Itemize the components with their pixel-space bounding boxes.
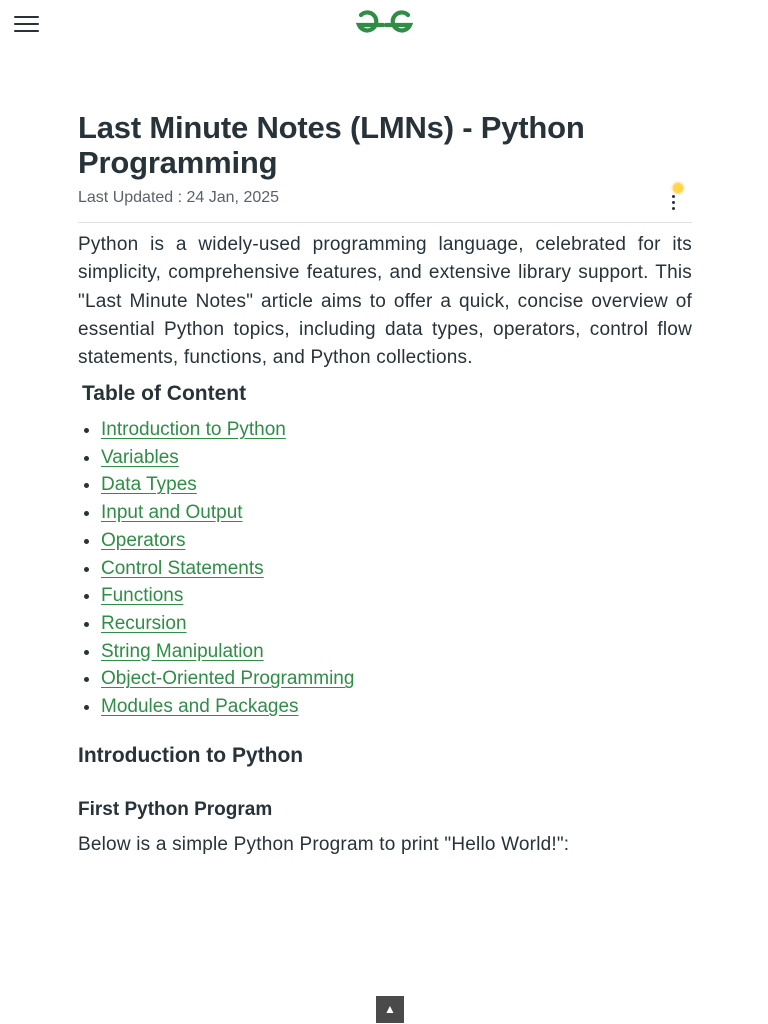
page-title: Last Minute Notes (LMNs) - Python Programming xyxy=(78,110,585,180)
toc-link[interactable]: Input and Output xyxy=(101,502,243,524)
intro-paragraph: Python is a widely-used programming language, celebrated for its simplicity, comprehensive features, and extensive library support. This "Last Minute Notes" article aims to offer a quick, concise overview of essential Python topics, including data types, operators, control flow statements, functions, and Python collections. xyxy=(78,234,692,369)
list-item xyxy=(101,665,354,693)
toc-link[interactable]: Variables xyxy=(101,446,179,468)
toc-link[interactable]: Modules and Packages xyxy=(101,696,299,718)
list-item xyxy=(101,555,354,583)
scroll-to-top-button[interactable]: ▲ xyxy=(376,996,404,1023)
list-item xyxy=(101,638,354,666)
top-bar xyxy=(0,0,768,48)
toc-link[interactable]: Operators xyxy=(101,529,186,551)
gfg-logo[interactable] xyxy=(354,8,415,38)
section-subheading: First Python Program xyxy=(78,799,273,820)
list-item xyxy=(101,471,354,499)
more-options-icon[interactable] xyxy=(664,192,684,212)
toc-title: Table of Content xyxy=(82,382,247,405)
table-of-contents xyxy=(78,416,354,721)
notification-dot-icon xyxy=(673,183,683,193)
last-updated: Last Updated : 24 Jan, 2025 xyxy=(78,189,280,206)
toc-link[interactable]: Introduction to Python xyxy=(101,419,286,440)
list-item xyxy=(101,444,354,472)
hamburger-icon[interactable] xyxy=(14,14,40,34)
list-item xyxy=(101,527,354,555)
toc-link[interactable]: Recursion xyxy=(101,612,187,634)
list-item xyxy=(101,610,354,638)
section-paragraph: Below is a simple Python Program to print "Hello World!": xyxy=(78,834,570,855)
list-item xyxy=(101,416,354,444)
toc-link[interactable]: Control Statements xyxy=(101,557,264,579)
list-item xyxy=(101,499,354,527)
list-item xyxy=(101,693,354,721)
toc-link[interactable]: String Manipulation xyxy=(101,640,264,662)
divider xyxy=(78,222,692,223)
toc-link[interactable]: Object-Oriented Programming xyxy=(101,668,355,690)
toc-link[interactable]: Data Types xyxy=(101,474,197,496)
toc-link[interactable]: Functions xyxy=(101,585,184,607)
list-item xyxy=(101,582,354,610)
section-heading: Introduction to Python xyxy=(78,744,304,767)
